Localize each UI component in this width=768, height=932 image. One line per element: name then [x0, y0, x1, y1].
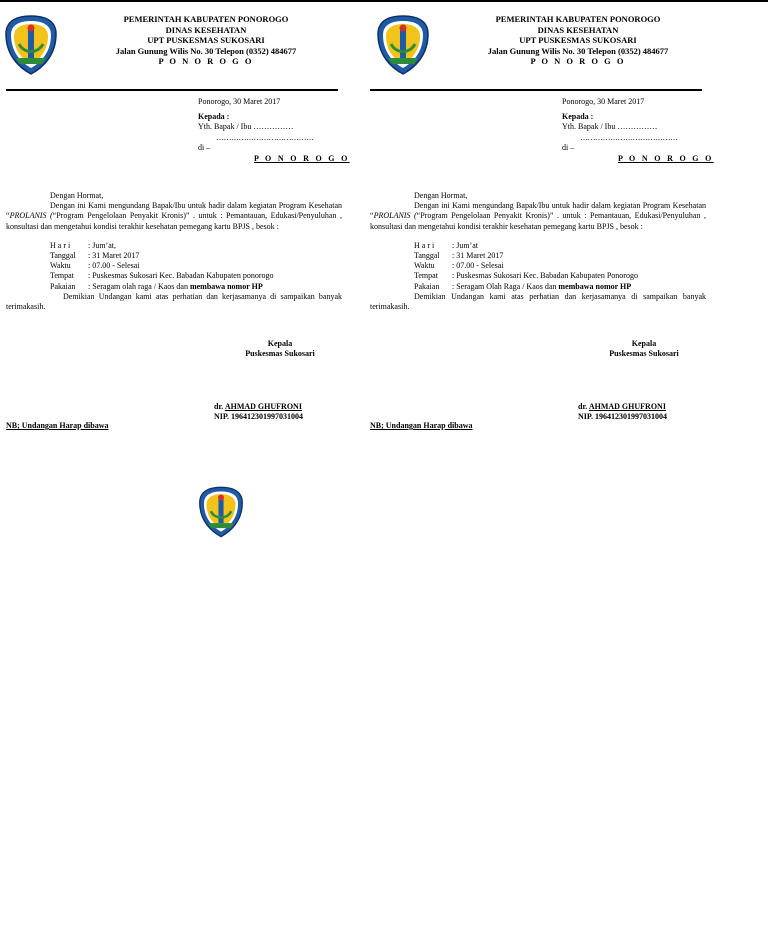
recipient-line: Yth. Bapak / Ibu ……………: [198, 122, 294, 131]
detail-row: Pakaian : Seragam olah raga / Kaos dan membawa nomor HP: [50, 281, 263, 291]
detail-row: Waktu : 07.00 - Selesai: [414, 261, 504, 271]
invitation-paragraph: Dengan ini Kami mengundang Bapak/Ibu untuk hadir dalam kegiatan Program Kesehatan “PROLANIS (“Program Pengelolaan Penyakit Kronis)” . untuk : Pemantauan, Edukasi/Penyuluhan , konsultasi dan mengetahui kondisi terakhir kesehatan pemegang kartu BPJS , besok :: [370, 201, 706, 231]
signatory-name-block: dr. AHMAD GHUFRONI NIP. 196412301997031004: [214, 402, 304, 421]
detail-row: Pakaian : Seragam Olah Raga / Kaos dan membawa nomor HP: [414, 281, 632, 291]
header-city: P O N O R O G O: [530, 56, 626, 66]
signatory-name: AHMAD GHUFRONI: [224, 402, 302, 411]
closing-paragraph: Demikian Undangan kami atas perhatian dan kerjasamanya di sampaikan banyak terimakasih.: [370, 291, 706, 312]
invitation-paragraph: Dengan ini Kami mengundang Bapak/Ibu untuk hadir dalam kegiatan Program Kesehatan “PROLANIS (“Program Pengelolaan Penyakit Kronis)” . untuk : Pemantauan, Edukasi/Penyuluhan , konsultasi dan mengetahui kondisi terakhir kesehatan pemegang kartu BPJS , besok :: [6, 201, 342, 231]
prolanis-text: PROLANIS (: [373, 211, 417, 221]
sign-org: Puskesmas Sukosari: [245, 349, 315, 359]
header-dept: DINAS KESEHATAN: [165, 24, 247, 35]
sign-title: Kepala: [631, 339, 657, 348]
recipient-dots: …………………………………: [216, 132, 314, 142]
di-label: di –: [562, 143, 575, 152]
detail-row: Tanggal : 31 Maret 2017: [50, 251, 140, 261]
detail-row: Waktu : 07.00 - Selesai: [50, 261, 140, 271]
detail-row: Tempat : Puskesmas Sukosari Kec. Babadan Kabupaten ponorogo: [50, 271, 274, 281]
header-address: Jalan Gunung Wilis No. 30 Telepon (0352) 484677: [487, 45, 669, 56]
letterhead: [48, 14, 364, 67]
event-details: [414, 241, 706, 292]
header-city: P O N O R O G O: [158, 56, 254, 66]
recipient-dots: …………………………………: [580, 132, 678, 142]
letter-date: Ponorogo, 30 Maret 2017: [198, 97, 281, 106]
letter-left: [0, 0, 360, 440]
signatory-nip: NIP. 196412301997031004: [214, 411, 304, 421]
signatory-nip: NIP. 196412301997031004: [578, 411, 668, 421]
sign-org: Puskesmas Sukosari: [609, 349, 679, 359]
letter-body: [370, 191, 706, 312]
header-rule: [6, 89, 338, 91]
recipient-block: [198, 97, 368, 164]
detail-row: H a r i : Jum’at: [414, 240, 478, 250]
signatory-block: [210, 339, 350, 359]
letter-right: [364, 0, 724, 440]
header-unit: UPT PUSKESMAS SUKOSARI: [519, 35, 637, 45]
kepada-label: Kepada :: [198, 111, 230, 121]
header-dept: DINAS KESEHATAN: [537, 24, 619, 35]
ponorogo-emblem-icon: [198, 481, 244, 543]
header-gov: PEMERINTAH KABUPATEN PONOROGO: [495, 14, 661, 24]
nb-note: NB; Undangan Harap dibawa: [6, 421, 109, 430]
header-rule: [370, 89, 702, 91]
header-gov: PEMERINTAH KABUPATEN PONOROGO: [123, 14, 289, 24]
signatory-name: AHMAD GHUFRONI: [588, 402, 666, 411]
signatory-name-block: dr. AHMAD GHUFRONI NIP. 196412301997031004: [578, 402, 668, 421]
signatory-block: [574, 339, 714, 359]
kepada-label: Kepada :: [562, 111, 594, 121]
nb-note: NB; Undangan Harap dibawa: [370, 421, 473, 430]
header-address: Jalan Gunung Wilis No. 30 Telepon (0352) 484677: [115, 45, 297, 56]
event-details: [50, 241, 342, 292]
recipient-line: Yth. Bapak / Ibu ……………: [562, 122, 658, 131]
detail-row: H a r i : Jum’at,: [50, 240, 116, 250]
letter-date: Ponorogo, 30 Maret 2017: [562, 97, 645, 106]
greeting: Dengan Hormat,: [414, 191, 468, 200]
header-unit: UPT PUSKESMAS SUKOSARI: [147, 35, 265, 45]
detail-row: Tempat : Puskesmas Sukosari Kec. Babadan Kabupaten Ponorogo: [414, 271, 638, 281]
greeting: Dengan Hormat,: [50, 191, 104, 200]
recipient-city: P O N O R O G O: [254, 153, 350, 163]
di-label: di –: [198, 143, 211, 152]
recipient-block: [562, 97, 732, 164]
letter-body: [6, 191, 342, 312]
prolanis-text: PROLANIS (: [9, 211, 53, 221]
detail-row: Tanggal : 31 Maret 2017: [414, 251, 504, 261]
letterhead: [420, 14, 736, 67]
closing-paragraph: Demikian Undangan kami atas perhatian dan kerjasamanya di sampaikan banyak terimakasih.: [6, 291, 342, 312]
sign-title: Kepala: [267, 339, 293, 348]
recipient-city: P O N O R O G O: [618, 153, 714, 163]
